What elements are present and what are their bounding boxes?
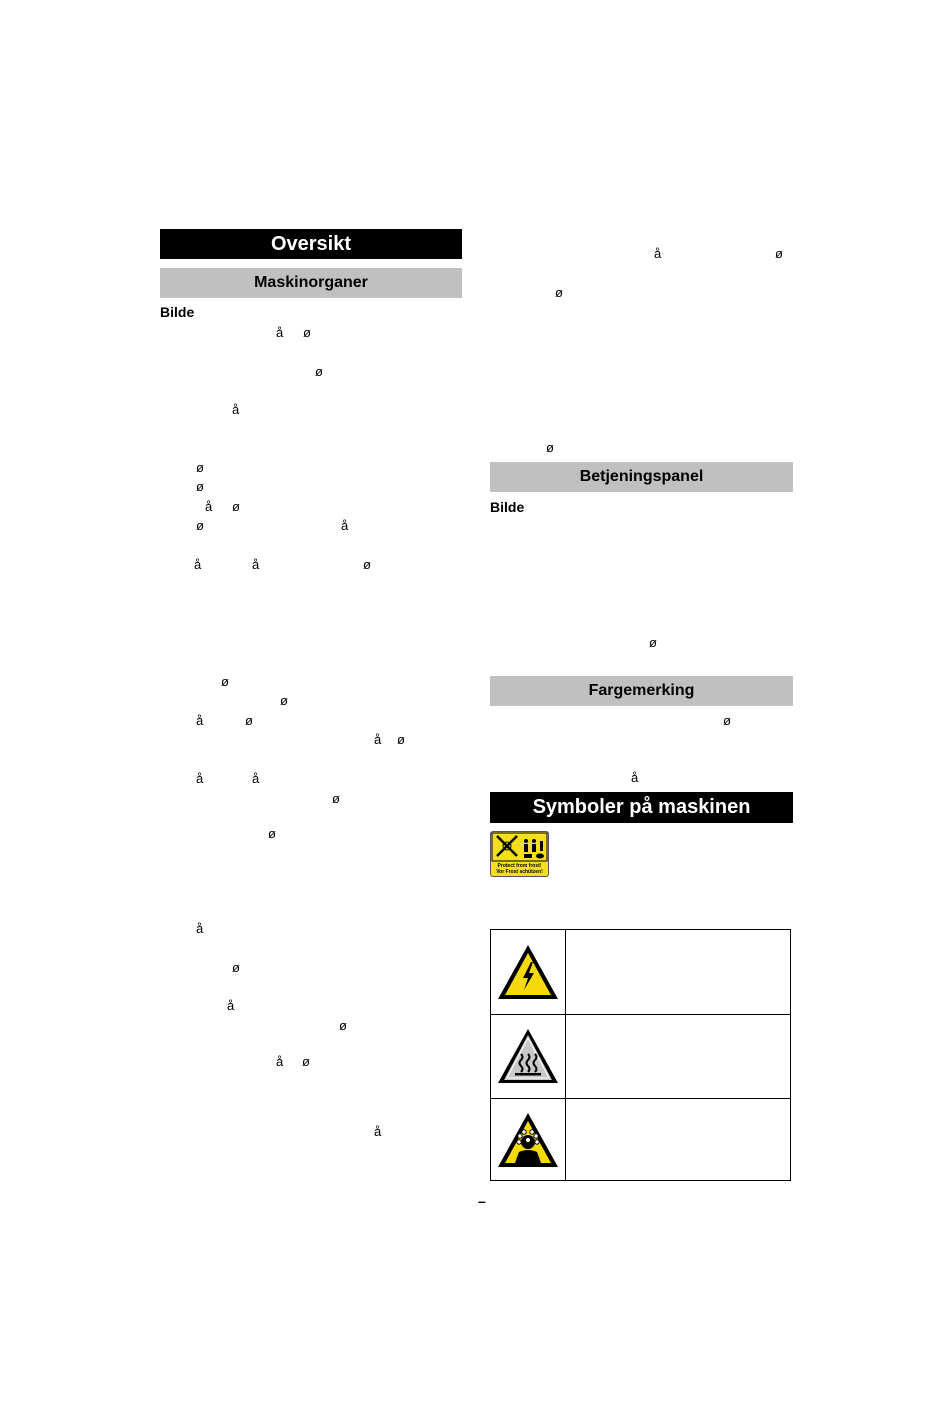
glyph-o: ø <box>232 960 240 975</box>
subsection-title-betjeningspanel: Betjeningspanel <box>490 462 793 492</box>
glyph-a: å <box>227 998 235 1013</box>
glyph-a: å <box>196 771 204 786</box>
subsection-title-fargemerking: Fargemerking <box>490 676 793 706</box>
glyph-o: ø <box>397 732 405 747</box>
glyph-a: å <box>252 771 260 786</box>
figure-label: Bilde <box>490 499 525 515</box>
glyph-o: ø <box>302 1054 310 1069</box>
page-number-marker: – <box>478 1193 486 1209</box>
glyph-o: ø <box>196 518 204 533</box>
glyph-o: ø <box>363 557 371 572</box>
glyph-o: ø <box>196 479 204 494</box>
symbol-row <box>491 1014 790 1099</box>
glyph-o: ø <box>315 364 323 379</box>
hot-surface-warning-icon <box>495 1026 561 1086</box>
glyph-o: ø <box>649 635 657 650</box>
glyph-a: å <box>374 732 382 747</box>
glyph-a: å <box>196 713 204 728</box>
glyph-a: å <box>374 1124 382 1139</box>
section-title-symboler: Symboler på maskinen <box>490 792 793 823</box>
glyph-o: ø <box>232 499 240 514</box>
glyph-a: å <box>654 246 662 261</box>
glyph-o: ø <box>280 693 288 708</box>
glyph-o: ø <box>245 713 253 728</box>
symbols-table <box>490 929 791 1181</box>
symbol-row <box>491 930 790 1015</box>
symbol-icon-cell <box>491 1014 566 1098</box>
glyph-o: ø <box>221 674 229 689</box>
glyph-o: ø <box>332 791 340 806</box>
glyph-a: å <box>205 499 213 514</box>
glyph-o: ø <box>775 246 783 261</box>
glyph-o: ø <box>303 325 311 340</box>
glyph-a: å <box>631 770 639 785</box>
glyph-o: ø <box>555 285 563 300</box>
glyph-a: å <box>194 557 202 572</box>
glyph-a: å <box>341 518 349 533</box>
section-title-oversikt: Oversikt <box>160 229 462 259</box>
glyph-o: ø <box>268 826 276 841</box>
exhaust-gas-warning-icon <box>495 1110 561 1170</box>
frost-sticker-line-2: Vor Frost schützen! <box>496 869 543 875</box>
symbol-row <box>491 1098 790 1180</box>
glyph-o: ø <box>196 460 204 475</box>
glyph-o: ø <box>546 440 554 455</box>
glyph-a: å <box>252 557 260 572</box>
frost-warning-icon <box>491 832 548 876</box>
glyph-a: å <box>196 921 204 936</box>
glyph-o: ø <box>339 1018 347 1033</box>
figure-label: Bilde <box>160 304 195 320</box>
frost-sticker-line-1: Protect from frost! <box>497 863 542 869</box>
glyph-a: å <box>276 325 284 340</box>
subsection-title-maskinorganer: Maskinorganer <box>160 268 462 298</box>
glyph-o: ø <box>723 713 731 728</box>
frost-protection-sticker <box>490 831 549 877</box>
glyph-a: å <box>232 402 240 417</box>
symbol-icon-cell <box>491 930 566 1014</box>
electric-shock-warning-icon <box>495 942 561 1002</box>
symbol-icon-cell <box>491 1098 566 1180</box>
glyph-a: å <box>276 1054 284 1069</box>
